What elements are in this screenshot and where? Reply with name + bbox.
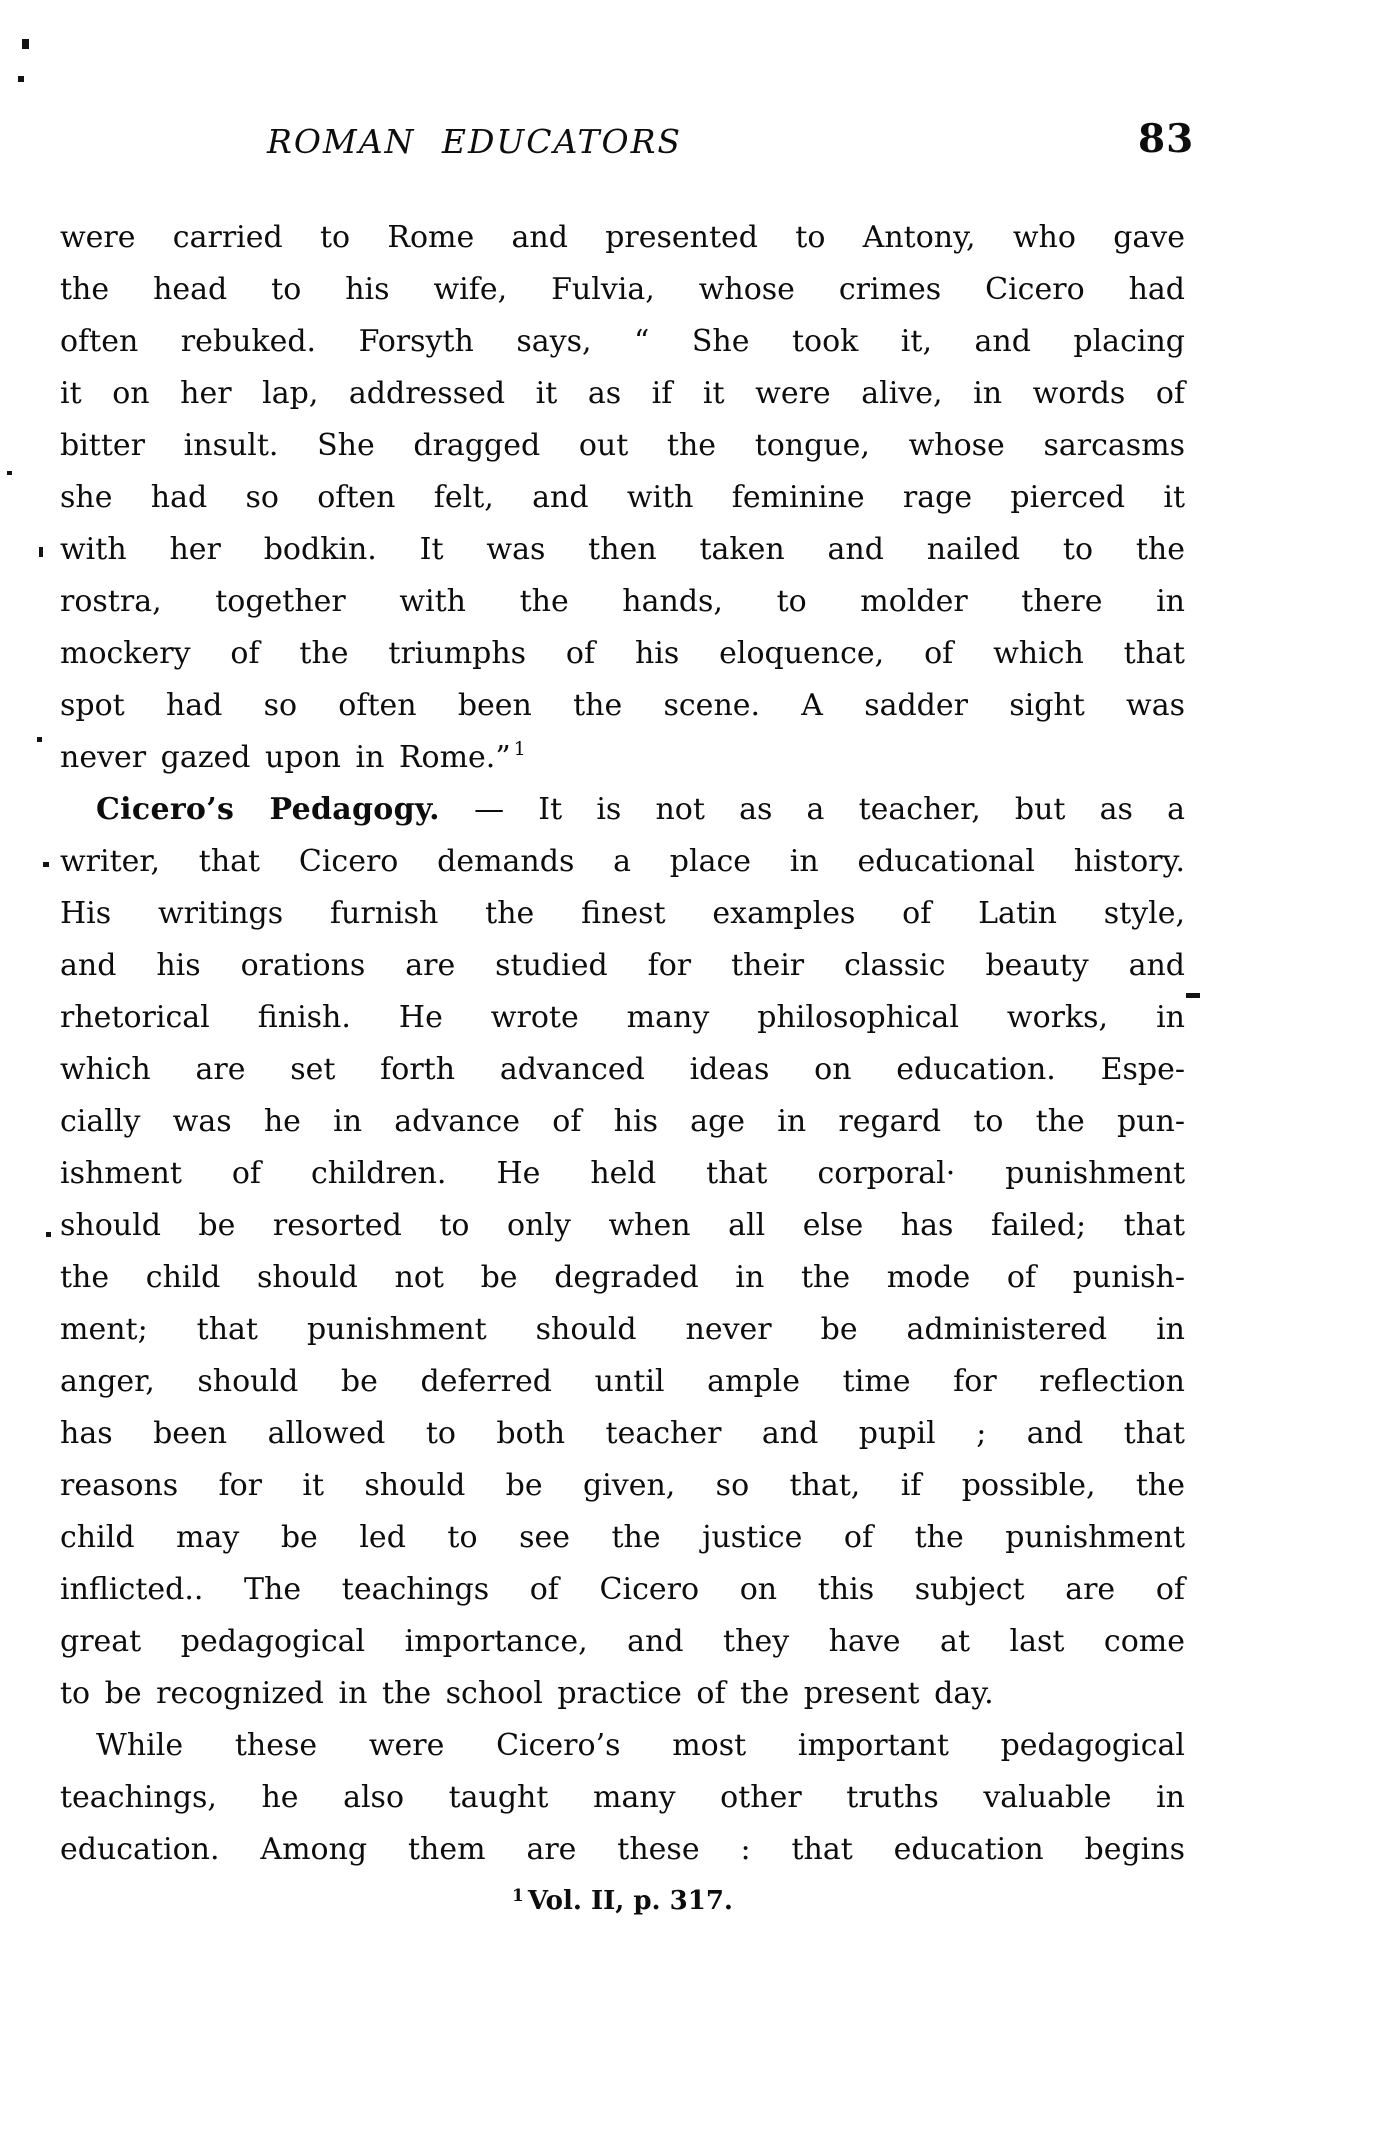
scan-speck xyxy=(22,39,29,49)
footnote-reference: 1 xyxy=(513,738,526,760)
text-line: she had so often felt, and with feminine rage pierced it xyxy=(60,480,1185,515)
text-line: rhetorical finish. He wrote many philosophical works, in xyxy=(60,1000,1185,1035)
text-line: inflicted.. The teachings of Cicero on this subject are of xyxy=(60,1572,1185,1607)
text-line: the child should not be degraded in the mode of punish- xyxy=(60,1260,1185,1295)
text-line: cially was he in advance of his age in regard to the pun- xyxy=(60,1104,1185,1139)
text-line: mockery of the triumphs of his eloquence, of which that xyxy=(60,636,1185,671)
running-head-title: ROMAN EDUCATORS xyxy=(267,122,683,161)
scan-speck xyxy=(46,1232,51,1237)
text-line: ment; that punishment should never be administered in xyxy=(60,1312,1185,1347)
text-line: which are set forth advanced ideas on education. Espe- xyxy=(60,1052,1185,1087)
page-text xyxy=(60,212,1185,1876)
text-line xyxy=(60,784,1185,836)
paragraph-heading: Cicero’s Pedagogy. xyxy=(96,792,440,827)
text-line: writer, that Cicero demands a place in educational history. xyxy=(60,844,1185,879)
scan-speck xyxy=(39,547,43,557)
paragraph-heading-rest: — It is not as a teacher, but as a xyxy=(439,792,1185,827)
scan-speck xyxy=(18,76,24,82)
text-line: great pedagogical importance, and they have at last come xyxy=(60,1624,1185,1659)
text-line: the head to his wife, Fulvia, whose crimes Cicero had xyxy=(60,272,1185,307)
text-line: bitter insult. She dragged out the tongue, whose sarcasms xyxy=(60,428,1185,463)
text-line: and his orations are studied for their classic beauty and xyxy=(60,948,1185,983)
text-line: education. Among them are these : that education begins xyxy=(60,1832,1185,1867)
footnote-marker: 1 xyxy=(512,1886,524,1906)
text-line: reasons for it should be given, so that, if possible, the xyxy=(60,1468,1185,1503)
footnote xyxy=(60,1886,1185,1916)
text-line: child may be led to see the justice of the punishment xyxy=(60,1520,1185,1555)
text-line: teachings, he also taught many other truths valuable in xyxy=(60,1780,1185,1815)
text-line: it on her lap, addressed it as if it were alive, in words of xyxy=(60,376,1185,411)
quote-closing: never gazed upon in Rome.” xyxy=(60,740,511,775)
text-line: has been allowed to both teacher and pupil ; and that xyxy=(60,1416,1185,1451)
text-line: ishment of children. He held that corporal· punishment xyxy=(60,1156,1185,1191)
text-line: should be resorted to only when all else has failed; that xyxy=(60,1208,1185,1243)
page-number: 83 xyxy=(1138,116,1195,162)
text-line: spot had so often been the scene. A sadder sight was xyxy=(60,688,1185,723)
scan-speck xyxy=(1186,993,1200,998)
text-line: to be recognized in the school practice of the present day. xyxy=(60,1676,994,1711)
scan-speck xyxy=(37,737,42,742)
scan-speck xyxy=(43,862,49,867)
text-line: with her bodkin. It was then taken and nailed to the xyxy=(60,532,1185,567)
scan-speck xyxy=(7,471,12,475)
text-line xyxy=(60,732,1185,784)
text-line: often rebuked. Forsyth says, “ She took it, and placing xyxy=(60,324,1185,359)
text-line: His writings furnish the finest examples of Latin style, xyxy=(60,896,1185,931)
footnote-text: Vol. II, p. 317. xyxy=(527,1886,733,1916)
text-line: While these were Cicero’s most important pedagogical xyxy=(96,1728,1185,1763)
text-line: were carried to Rome and presented to Antony, who gave xyxy=(60,220,1185,255)
text-line: anger, should be deferred until ample time for reflection xyxy=(60,1364,1185,1399)
text-line: rostra, together with the hands, to molder there in xyxy=(60,584,1185,619)
